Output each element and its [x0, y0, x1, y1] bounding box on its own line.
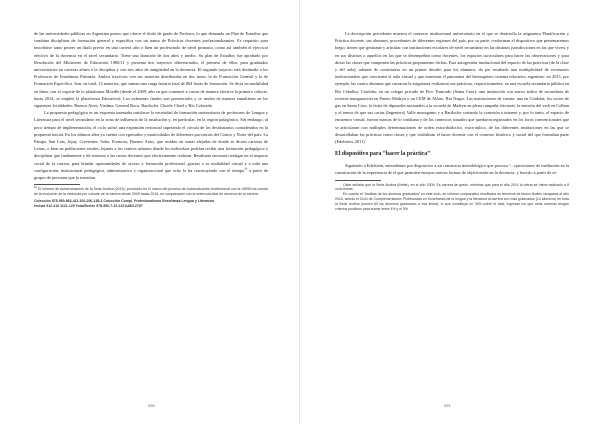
- citation-line-1: Colección 978-950-863-411-302-200-138-3 Colección Compl. Profesionalismo Enseñanza Lengua y Literatura: [34, 199, 214, 204]
- left-paragraph-2: [34, 109, 268, 181]
- footnote-number: 16: [34, 185, 38, 190]
- page-number-right: 291: [444, 403, 451, 408]
- right-footnote-divider: [335, 180, 381, 181]
- right-text-column: [335, 30, 569, 211]
- footnote-ref-16: 16: [244, 166, 248, 171]
- left-paragraph-1: de las universidades públicas en Argentina puesto que ofrece el título de grado de Profesor, lo que demanda un Plan de Estudios que combina disciplinas de formación general y específica con un tramo de Prácticas docentes profesionalizantes. Es requisito para inscribirse tanto poseer un título previo en una carrera afín o bien un profesorado de nivel primario, como así también el ejercicio efectivo de la docencia en el nivel secundario. Tiene una duración de dos años y medio. Su plan de Estudios fue aprobado por Resolución del Ministerio de Educación 1980/11 y presenta dos trayectos diferenciados, el primero de ellos, para graduados universitarios en carreras afines a la disciplina y con tres años de antigüedad en la docencia. El segundo trayecto está destinado a los Profesores de Enseñanza Primaria. Ambos trayectos ven sus materias distribuidas en dos áreas, la de Formación General y la de Formación Específica. Son, en total, 13 materias, que suman una carga horaria total de 864 horas de formación. Se dicta en modalidad en línea, con el soporte de la plataforma Moodle (desde el 2009, año en que comenzó a cursar de manera efectiva la primera cohorte, hasta 2014, se empleó la plataforma Educativa). Los exámenes finales son presenciales y se rinden de manera simultánea en las siguientes localidades: Buenos Aires, Viedma, General Roca, Bariloche, Choele Choel y Río Colorado.: [34, 31, 268, 109]
- footnote-divider: [34, 184, 80, 185]
- footnote-text: El Informe de Autoevaluación de la Sede Andina (2016), producido en el marco del proceso de Autoevaluación Institucional con la UNRN da cuenta de la evolución de la matrícula por cohorte de la carrera desde 2009 hasta 2016, en comparación con la matrícula total de alumnos de la carrera.: [34, 187, 268, 197]
- right-paragraph-1: La descripción precedente muestra el contexto institucional universitario en el que se desarrolla la asignatura Planificación y Práctica docente, sus alumnos, procedentes de diferentes regiones del país, por su parte, conforman el dispositivo que presentaremos luego, tienen que gestionar y articular con instituciones escolares de nivel secundario en las distintas jurisdicciones en las que viven, y en sus distritos o aquellos en los que se desempeñan como docentes, los espacios curriculares para hacer las observaciones y para dictar las clases que componen las prácticas propiamente dichas. Esta autogestión institucional del espacio de las prácticas (de la clase y del aula), además de constituirse en un primer desafío para los alumnos, da por resultado una multiplicidad de escenarios institucionales que convienen el aula virtual y que muestran el panorama del heterogéneo sistema educativo argentino: en 2015, por ejemplo, las cuatro alumnas que cursaron la asignatura realizaron sus prácticas, respectivamente, en una escuela secundaria pública en Río Ceballos, Córdoba; en un colegio privado de Pico Truncado (Santa Cruz); una institución con anexo áulico de secundaria de reciente inauguración en Puerto Madryn y un CEM de Alfaro, Río Negro. Las instituciones de cuenta: una en Córdoba, los cortes de gas en Santa Cruz; la visita de diputados nacionales a la escuela de Madryn en plena campaña electoral; la emisión del vedi en Colbun y el temor de que sus cartas (Ingeniero) Valle monogamo y a Bariloche cortando la conexión a internet y, por lo tanto, el espacio de encuentro virtual, fueron marcas de lo cotidiano y de los contextos situados que quedaron registrados en los foros convencionales que se articularon con múltiples determinaciones de orden extra-didáctico, extra-áulico, de las diferentes instituciones en las que se desarrollaban las prácticas como clases y que visibilizan el hacer docente con el contexto histórico y social del que formaban parte (Edelstein, 2011).: [335, 31, 569, 145]
- left-paragraph-2-tail: a partir de grupos de personas que la transitan.: [34, 167, 268, 181]
- page-number-left: 290: [148, 403, 155, 408]
- left-paragraph-2-body: La propuesta pedagógica es un esquema intentaba satisfacer la necesidad de formación universitaria de profesores de Lengua y Literatura para el nivel secundario en la zona de influencia de la institución y, en particular, en la región patagónica. Sin embargo, al poco tiempo de implementación, el ciclo sufrió una expansión territorial superando el circulo de los destinatarios considerados en la propuesta inicial. En los últimos años ya cuenta con egresados y matriculados de diferentes provincias del Centro y Norte del país: La Pampa, San Luis, Jujuy, Corrientes, Salta, Formosa, Buenos Aires, que residen en zonas alejadas de donde es dictan carreras de Letras, o bien en poblaciones rurales, lejanas a los centros urbanos donde los individuos podrían recibir una formación pedagógica y disciplinar que fundamente y dé sustento a las tareas docentes que efectivamente realizan. Resultaría necesario indagar en el impacto social de la carrera, para brindar oportunidades de acceso y formación profesional, gracias a su modalidad virtual y a toda una configuración, institucional pedagógica, administrativa y organizacional que echo lo ha construyendo con el tiempo: [34, 110, 268, 173]
- section-heading: El dispositivo para “hacer la práctica”: [335, 151, 431, 158]
- right-footnote-a: Cabe señalar que la Sede Andina (ilimite), en el año 2009, Es carrera de grado, mientras que para el año 2014 la oferta se había replicado a 8 ocho lineas.: [335, 182, 569, 192]
- right-page: [300, 0, 600, 424]
- citation-line-2: revista 312-313 1121-125 Total/Series 978-950-7-22-12211863-2757: [34, 203, 143, 208]
- left-footnote: [34, 187, 268, 197]
- right-footnote-b: En cuanto al “Análisis de los alumnos graduados” en este ciclo, en informe comparativo resultados en términos de títulos finales otorgados al año 2016, siendo el Ciclo de Complementación Profesorado en Enseñanza de la lengua y la literatura la carrera con más graduados (14 alumnos) en toda la Sede Andina (sumen 63 los alumnos graduados a esa fecha), lo que constituye un 30% sobre el total, ingresan los que otras carreras tengan criterios positivos para sumar entre 4% y el 5%.: [335, 192, 569, 211]
- right-paragraph-2: Siguiendo a Edelstein, entendemos por dispositivo a un constructo metodológico que procura “...operaciones de mediación en la constitución de la experiencia de el que permiten ensayar nuevas formas de objetivación en la docencia, y hacerlo a partir de re-: [335, 163, 569, 176]
- left-text-column: [34, 30, 268, 209]
